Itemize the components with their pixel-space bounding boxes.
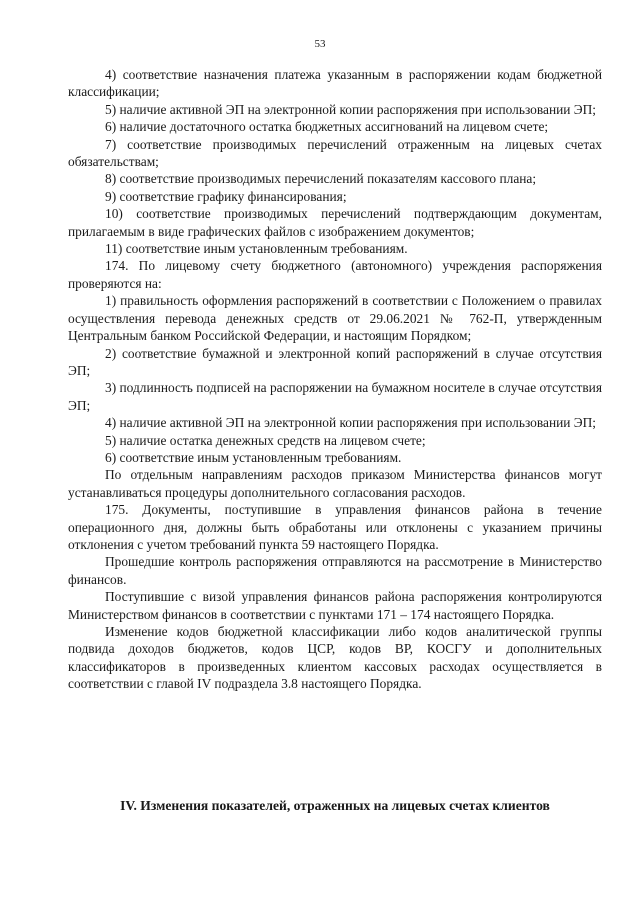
- paragraph: 6) наличие достаточного остатка бюджетных ассигнований на лицевом счете;: [105, 119, 549, 135]
- paragraph: 1) правильность оформления распоряжений в соответствии с Положением о правилах осуществления перевода денежных средств от 29.06.2021 № 762-П, утвержденным Центральным банком Российской Федерации, и настоящим Порядком;: [68, 293, 602, 344]
- paragraph: 6) соответствие иным установленным требованиям.: [105, 449, 402, 465]
- paragraph: По отдельным направлениям расходов приказом Министерства финансов могут устанавливаться процедуры дополнительного согласования расходов.: [68, 467, 602, 500]
- paragraph: 9) соответствие графику финансирования;: [105, 188, 347, 204]
- paragraph: 5) наличие остатка денежных средств на лицевом счете;: [105, 432, 426, 448]
- paragraph: Изменение кодов бюджетной классификации либо кодов аналитической группы подвида доходов бюджетов, кодов ЦСР, кодов ВР, КОСГУ и дополнительных классификаторов в произведенных клиентом кассовых расходах осуществляется в соответствии с главой IV подраздела 3.8 настоящего Порядка.: [68, 624, 602, 692]
- paragraph: 5) наличие активной ЭП на электронной копии распоряжения при использовании ЭП;: [105, 101, 597, 117]
- paragraph: 2) соответствие бумажной и электронной копий распоряжений в случае отсутствия ЭП;: [68, 345, 602, 378]
- paragraph: 7) соответствие производимых перечислений отраженным на лицевых счетах обязательствам;: [68, 136, 602, 170]
- paragraph: Поступившие с визой управления финансов района распоряжения контролируются Министерством финансов в соответствии с пунктами 171 – 174 настоящего Порядка.: [68, 589, 602, 622]
- page-number: 53: [314, 38, 326, 50]
- section-heading: IV. Изменения показателей, отраженных на лицевых счетах клиентов: [120, 798, 550, 813]
- paragraph: 8) соответствие производимых перечислений показателям кассового плана;: [105, 171, 537, 187]
- paragraph: 3) подлинность подписей на распоряжении на бумажном носителе в случае отсутствия ЭП;: [68, 380, 602, 413]
- body-text: [68, 66, 602, 693]
- paragraph: 4) наличие активной ЭП на электронной копии распоряжения при использовании ЭП;: [105, 415, 597, 431]
- paragraph: 174. По лицевому счету бюджетного (автономного) учреждения распоряжения проверяются на:: [68, 258, 602, 291]
- paragraph: 4) соответствие назначения платежа указанным в распоряжении кодам бюджетной классификации;: [68, 67, 602, 100]
- paragraph: 10) соответствие производимых перечислений подтверждающим документам, прилагаемым в виде графических файлов с изображением документов;: [68, 206, 602, 239]
- paragraph: 11) соответствие иным установленным требованиям.: [105, 241, 408, 257]
- paragraph: Прошедшие контроль распоряжения отправляются на рассмотрение в Министерство финансов.: [68, 554, 602, 587]
- paragraph: 175. Документы, поступившие в управления финансов района в течение операционного дня, должны быть обработаны или отклонены с указанием причины отклонения с учетом требований пункта 59 настоящего Порядка.: [68, 502, 602, 552]
